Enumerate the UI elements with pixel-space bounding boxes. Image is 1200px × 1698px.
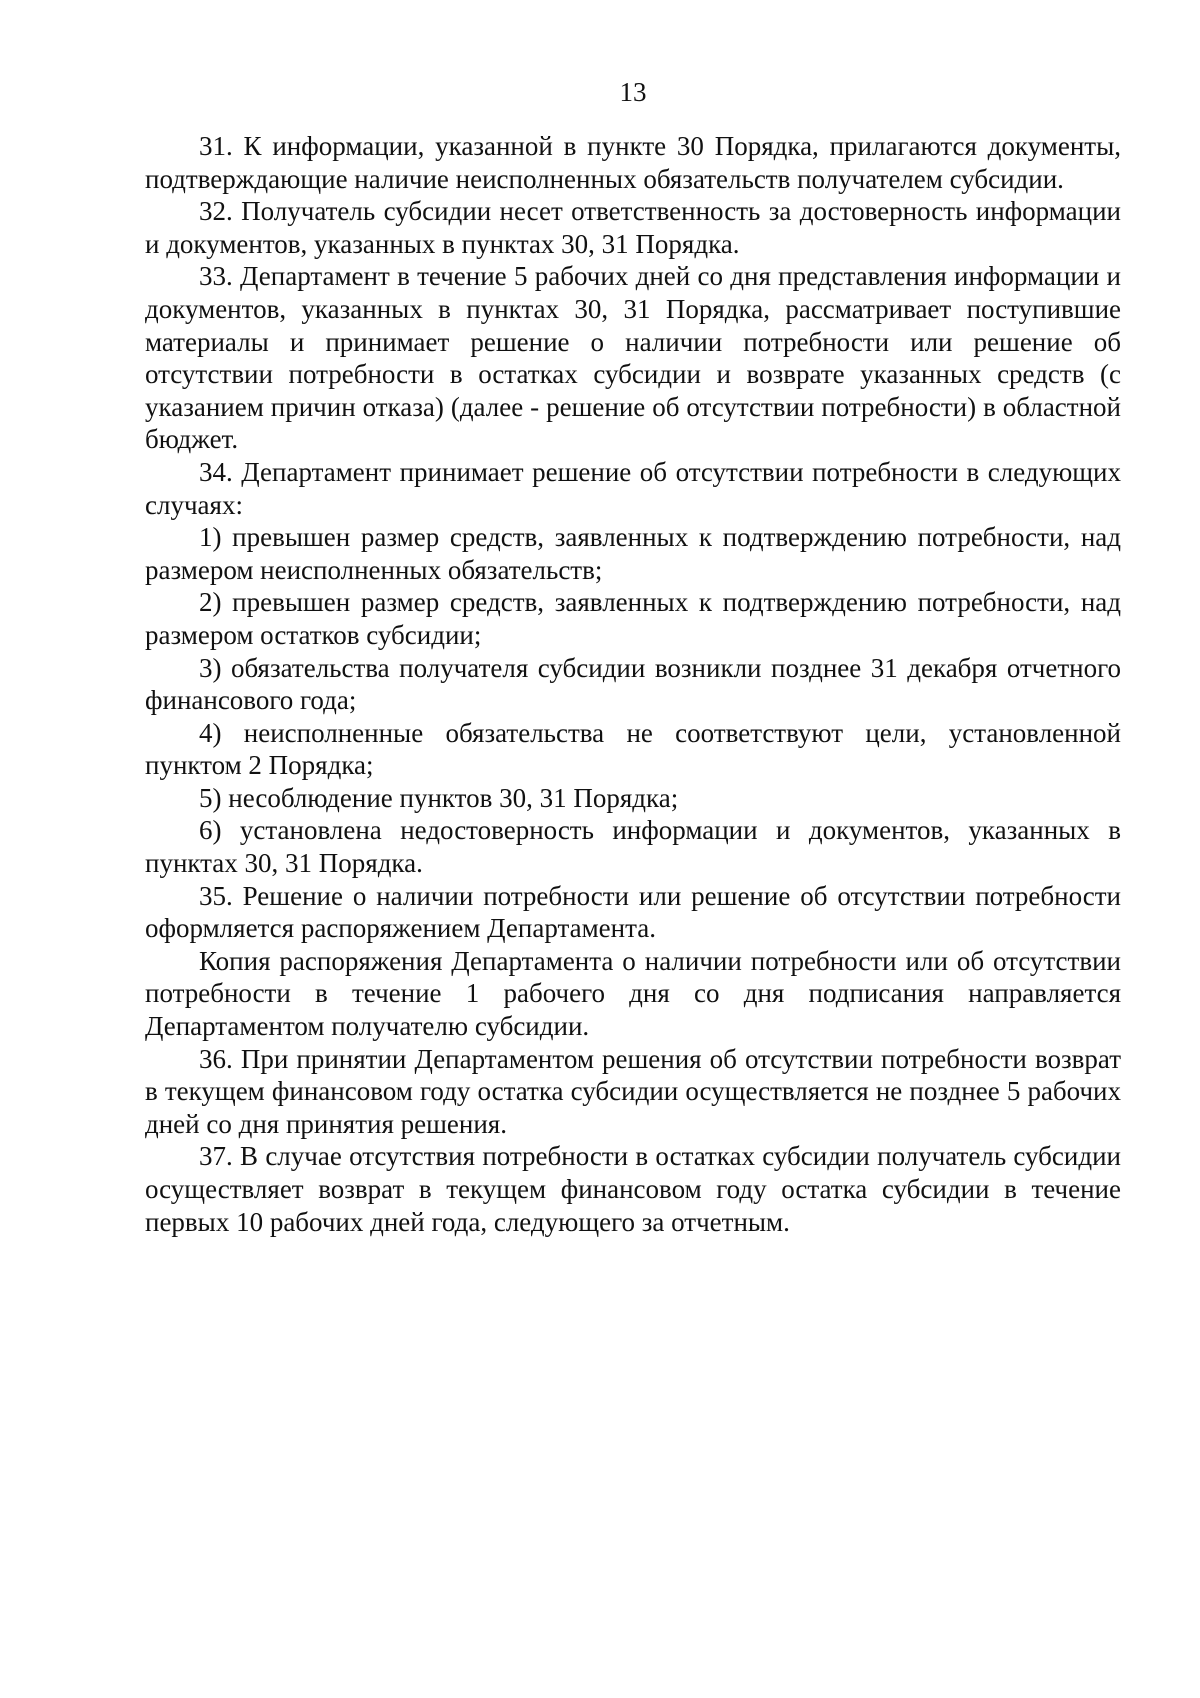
paragraph-35-copy: Копия распоряжения Департамента о наличии потребности или об отсутствии потребности в течение 1 рабочего дня со дня подписания направляется Департаментом получателю субсидии. (145, 945, 1121, 1042)
page-number: 13 (619, 77, 647, 107)
paragraph-36: 36. При принятии Департаментом решения об отсутствии потребности возврат в текущем финансовом году остатка субсидии осуществляется не позднее 5 рабочих дней со дня принятия решения. (145, 1043, 1121, 1139)
list-item-4: 4) неисполненные обязательства не соответствуют цели, установленной пунктом 2 Порядка; (145, 717, 1121, 781)
paragraph-33: 33. Департамент в течение 5 рабочих дней со дня представления информации и документов, указанных в пунктах 30, 31 Порядка, рассматривает поступившие материалы и принимает решение о наличии потребности или решение об отсутствии потребности в остатках субсидии и возврате указанных средств (с указанием причин отказа) (далее - решение об отсутствии потребности) в областной бюджет. (145, 261, 1121, 455)
paragraph-31: 31. К информации, указанной в пункте 30 Порядка, прилагаются документы, подтверждающие наличие неисполненных обязательств получателем субсидии. (145, 131, 1121, 194)
list-item-6: 6) установлена недостоверность информации и документов, указанных в пунктах 30, 31 Порядка. (145, 815, 1121, 879)
paragraph-32: 32. Получатель субсидии несет ответственность за достоверность информации и документов, указанных в пунктах 30, 31 Порядка. (145, 196, 1121, 259)
paragraph-34: 34. Департамент принимает решение об отсутствии потребности в следующих случаях: (145, 456, 1121, 520)
list-item-5: 5) несоблюдение пунктов 30, 31 Порядка; (199, 782, 679, 813)
list-item-3: 3) обязательства получателя субсидии возникли позднее 31 декабря отчетного финансового года; (145, 652, 1121, 716)
paragraph-37: 37. В случае отсутствия потребности в остатках субсидии получатель субсидии осуществляет возврат в текущем финансовом году остатка субсидии в течение первых 10 рабочих дней года, следующего за отчетным. (145, 1141, 1121, 1237)
document-body (145, 130, 1121, 1238)
paragraph-35: 35. Решение о наличии потребности или решение об отсутствии потребности оформляется распоряжением Департамента. (145, 880, 1121, 944)
list-item-2: 2) превышен размер средств, заявленных к подтверждению потребности, над размером остатков субсидии; (145, 587, 1121, 650)
list-item-1: 1) превышен размер средств, заявленных к подтверждению потребности, над размером неисполненных обязательств; (145, 522, 1121, 585)
